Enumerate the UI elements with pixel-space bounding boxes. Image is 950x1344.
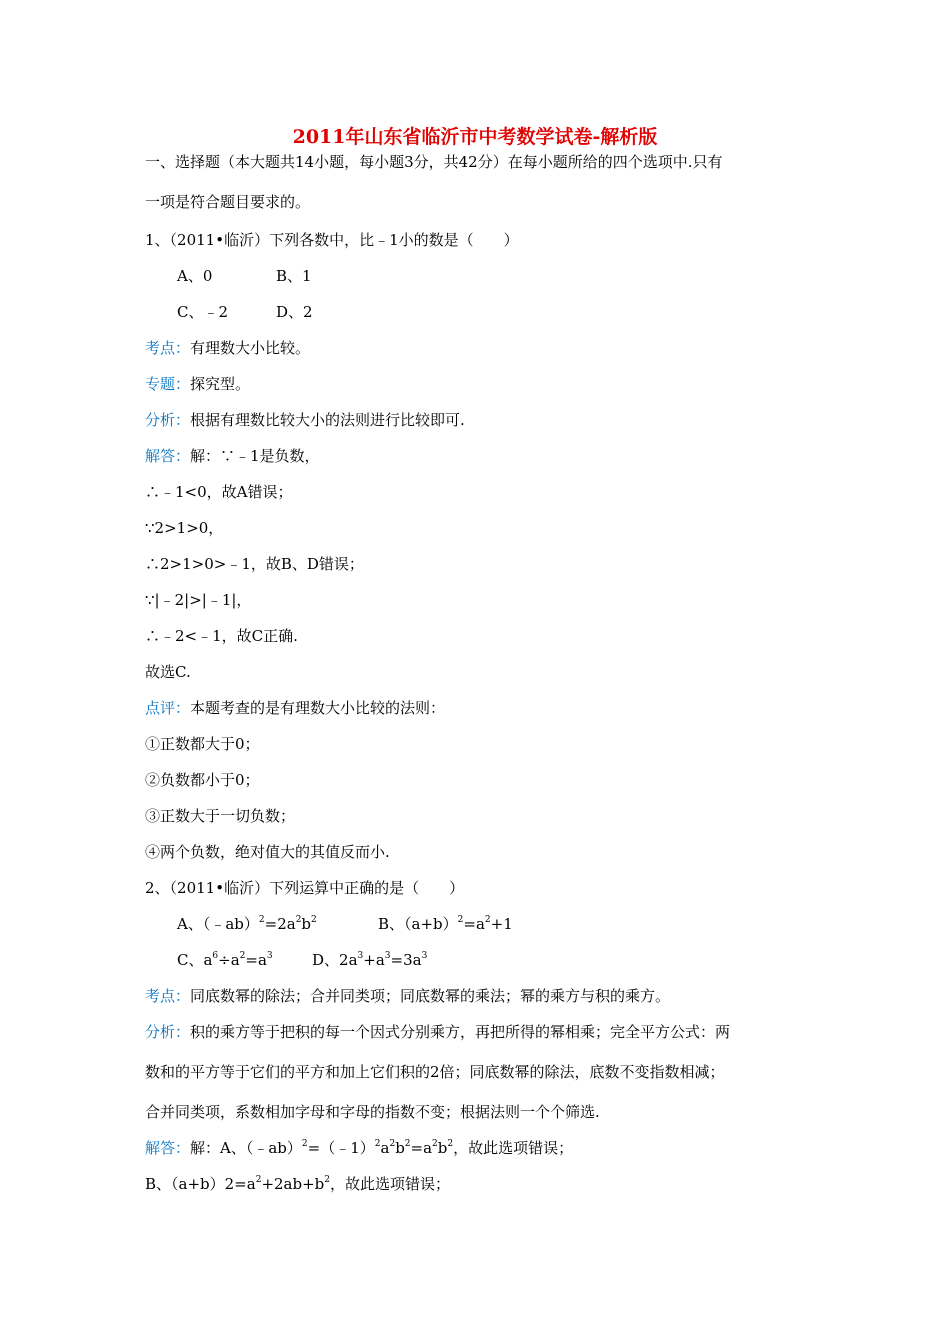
- document-title: 2011年山东省临沂市中考数学试卷-解析版: [292, 126, 658, 148]
- q1-jieda: [145, 446, 320, 466]
- q1-kaodian-label: 考点：: [145, 339, 191, 357]
- q1-rule-3: ③正数大于一切负数；: [145, 807, 296, 825]
- q1-fenxi: [145, 410, 465, 430]
- q1-option-b: B、1: [276, 267, 312, 285]
- q1-kaodian: [145, 338, 310, 358]
- q2-fenxi-label: 分析：: [145, 1023, 191, 1041]
- q1-step-3: ∴2>1>0>﹣1，故B、D错误；: [145, 555, 364, 573]
- q2-kaodian-text: 同底数幂的除法；合并同类项；同底数幂的乘法；幂的乘方与积的乘方。: [190, 987, 671, 1005]
- q1-jieda-text: 解：∵﹣1是负数，: [190, 447, 320, 465]
- q2-stem: 2、（2011•临沂）下列运算中正确的是（ ）: [145, 879, 465, 897]
- q1-fenxi-label: 分析：: [145, 411, 191, 429]
- q2-fenxi-line-2: 数和的平方等于它们的平方和加上它们积的2倍；同底数幂的除法，底数不变指数相减；: [145, 1063, 725, 1081]
- q2-jieda-label: 解答：: [145, 1139, 191, 1157]
- q1-zhuanti: [145, 374, 250, 394]
- q1-step-6: 故选C.: [145, 663, 191, 681]
- q2-option-c: C、$a^6\div a^2=a^3$: [177, 951, 273, 969]
- q1-rule-4: ④两个负数，绝对值大的其值反而小.: [145, 843, 390, 861]
- q1-fenxi-text: 根据有理数比较大小的法则进行比较即可.: [190, 411, 465, 429]
- q1-rule-2: ②负数都小于0；: [145, 771, 260, 789]
- q2-option-b: B、$(a+b)^2=a^2+1$: [378, 915, 513, 933]
- q1-zhuanti-text: 探究型。: [190, 375, 251, 393]
- q2-option-d: D、$2a^3+a^3=3a^3$: [312, 951, 428, 969]
- q2-fenxi-line-3: 合并同类项，系数相加字母和字母的指数不变；根据法则一个个筛选.: [145, 1103, 600, 1121]
- q1-step-5: ∴﹣2<﹣1，故C正确.: [145, 627, 298, 645]
- q1-jieda-label: 解答：: [145, 447, 191, 465]
- q1-step-4: ∵|﹣2|>|﹣1|，: [145, 591, 252, 609]
- q1-kaodian-text: 有理数大小比较。: [190, 339, 311, 357]
- q1-option-d: D、2: [276, 303, 313, 321]
- q2-jieda-b: B、$(a+b)2=a^2+2ab+b^2$，故此选项错误；: [145, 1175, 451, 1193]
- q2-jieda: [145, 1138, 573, 1158]
- q2-option-a: A、$(﹣ab)^2=2a^2b^2$: [177, 915, 317, 933]
- section-heading-line-2: 一项是符合题目要求的。: [145, 193, 311, 211]
- q1-dianping-text: 本题考查的是有理数大小比较的法则：: [190, 699, 446, 717]
- q1-rule-1: ①正数都大于0；: [145, 735, 260, 753]
- q1-dianping-label: 点评：: [145, 699, 191, 717]
- q1-option-c: C、﹣2: [177, 303, 229, 321]
- section-heading-line-1: 一、选择题（本大题共14小题，每小题3分，共42分）在每小题所给的四个选项中.只有: [145, 153, 723, 171]
- q2-kaodian-label: 考点：: [145, 987, 191, 1005]
- q2-fenxi-text-1: 积的乘方等于把积的每一个因式分别乘方，再把所得的幂相乘；完全平方公式：两: [190, 1023, 731, 1041]
- q2-jieda-text: 解：A、$(﹣ab)^2=(﹣1)^2a^2b^2=a^2b^2$，故此选项错误；: [190, 1139, 574, 1157]
- q1-dianping: [145, 698, 445, 718]
- q1-step-2: ∵2>1>0，: [145, 519, 224, 537]
- q2-fenxi: [145, 1022, 730, 1042]
- q1-step-1: ∴﹣1<0，故A错误；: [145, 483, 293, 501]
- q1-stem: 1、（2011•临沂）下列各数中，比﹣1小的数是（ ）: [145, 231, 519, 249]
- q1-zhuanti-label: 专题：: [145, 375, 191, 393]
- q1-option-a: A、0: [177, 267, 213, 285]
- q2-kaodian: [145, 986, 670, 1006]
